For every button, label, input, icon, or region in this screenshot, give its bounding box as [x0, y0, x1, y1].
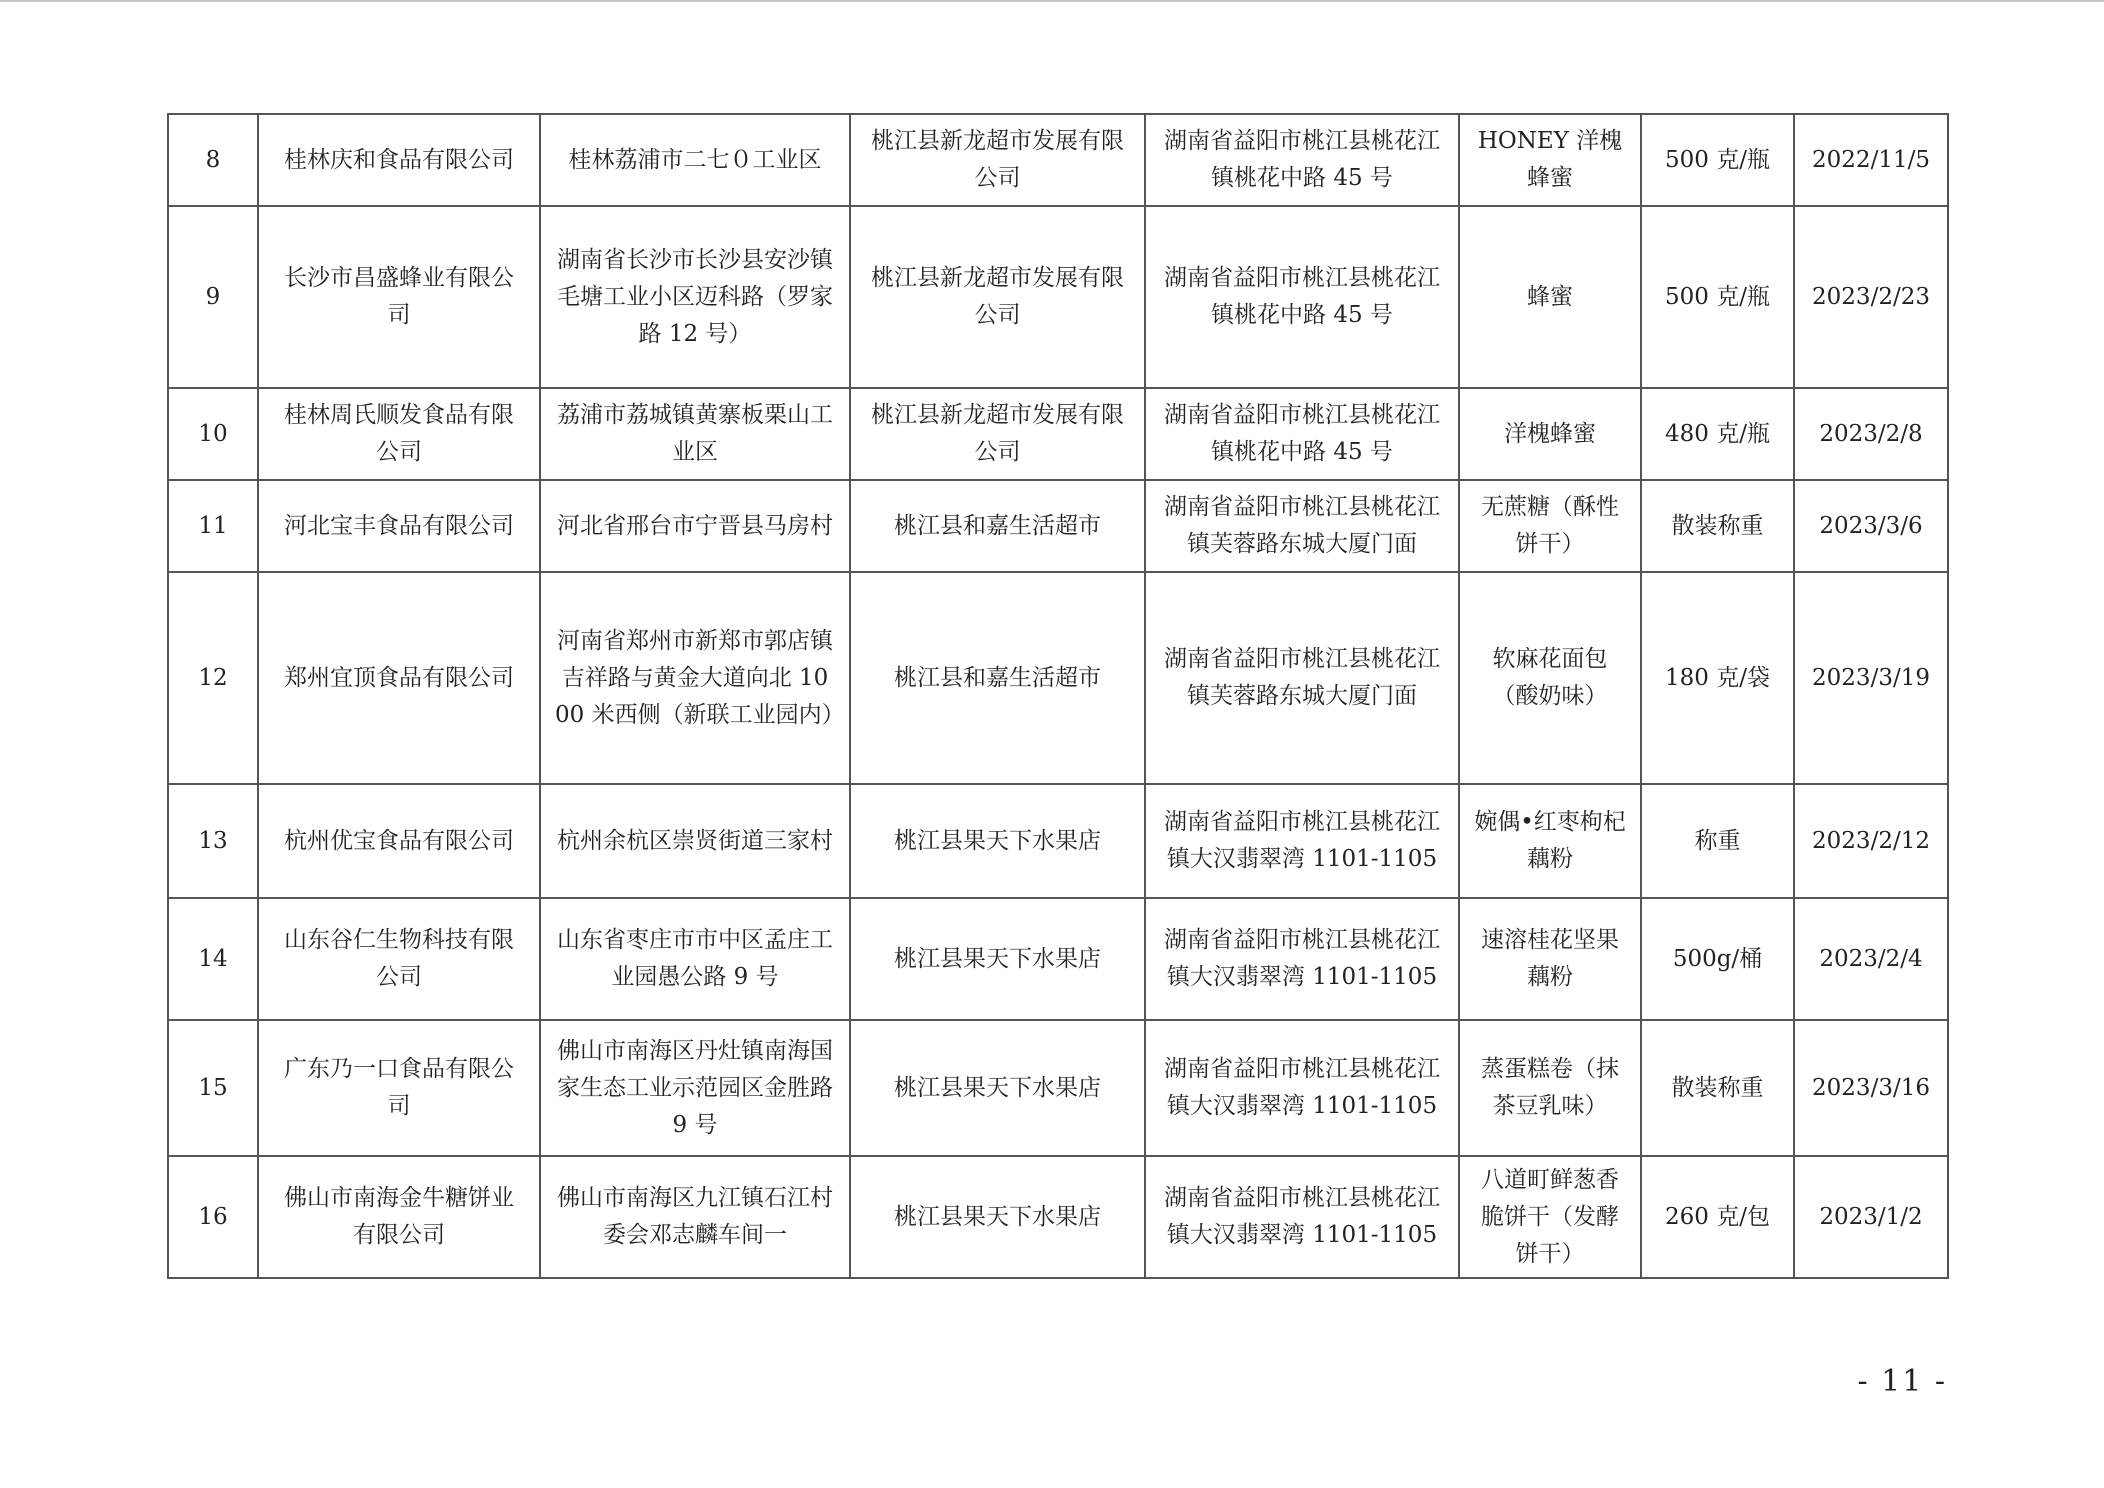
producer-address-cell: 佛山市南海区丹灶镇南海国家生态工业示范园区金胜路 9 号 — [540, 1020, 850, 1156]
table-body — [168, 114, 1948, 1278]
specification-cell: 500 克/瓶 — [1641, 114, 1794, 206]
specification-cell: 500g/桶 — [1641, 898, 1794, 1020]
seller-name-cell: 桃江县果天下水果店 — [850, 898, 1145, 1020]
product-name-cell: 软麻花面包（酸奶味） — [1459, 572, 1641, 784]
production-date-cell: 2023/2/23 — [1794, 206, 1948, 388]
specification-cell: 480 克/瓶 — [1641, 388, 1794, 480]
product-name-cell: 蒸蛋糕卷（抹茶豆乳味） — [1459, 1020, 1641, 1156]
page-top-edge — [0, 0, 2104, 2]
production-date-cell: 2023/3/16 — [1794, 1020, 1948, 1156]
producer-name-cell: 长沙市昌盛蜂业有限公司 — [258, 206, 540, 388]
product-name-cell: 无蔗糖（酥性饼干） — [1459, 480, 1641, 572]
production-date-cell: 2023/2/4 — [1794, 898, 1948, 1020]
table-row — [168, 114, 1948, 206]
producer-address-cell: 桂林荔浦市二七０工业区 — [540, 114, 850, 206]
seller-name-cell: 桃江县果天下水果店 — [850, 1020, 1145, 1156]
page-number: - 11 - — [1857, 1364, 1947, 1399]
production-date-cell: 2023/1/2 — [1794, 1156, 1948, 1278]
producer-address-cell: 佛山市南海区九江镇石江村委会邓志麟车间一 — [540, 1156, 850, 1278]
producer-address-cell: 山东省枣庄市市中区孟庄工业园愚公路 9 号 — [540, 898, 850, 1020]
specification-cell: 260 克/包 — [1641, 1156, 1794, 1278]
row-number-cell: 11 — [168, 480, 258, 572]
seller-name-cell: 桃江县果天下水果店 — [850, 784, 1145, 898]
producer-name-cell: 杭州优宝食品有限公司 — [258, 784, 540, 898]
product-name-cell: 洋槐蜂蜜 — [1459, 388, 1641, 480]
specification-cell: 500 克/瓶 — [1641, 206, 1794, 388]
producer-name-cell: 佛山市南海金牛糖饼业有限公司 — [258, 1156, 540, 1278]
seller-address-cell: 湖南省益阳市桃江县桃花江镇大汉翡翠湾 1101-1105 — [1145, 784, 1459, 898]
row-number-cell: 15 — [168, 1020, 258, 1156]
seller-name-cell: 桃江县果天下水果店 — [850, 1156, 1145, 1278]
seller-name-cell: 桃江县新龙超市发展有限公司 — [850, 206, 1145, 388]
specification-cell: 散装称重 — [1641, 1020, 1794, 1156]
table-row — [168, 898, 1948, 1020]
product-name-cell: 婉偶•红枣枸杞藕粉 — [1459, 784, 1641, 898]
table-row — [168, 480, 1948, 572]
row-number-cell: 14 — [168, 898, 258, 1020]
seller-name-cell: 桃江县和嘉生活超市 — [850, 572, 1145, 784]
row-number-cell: 9 — [168, 206, 258, 388]
product-name-cell: 蜂蜜 — [1459, 206, 1641, 388]
seller-address-cell: 湖南省益阳市桃江县桃花江镇大汉翡翠湾 1101-1105 — [1145, 898, 1459, 1020]
table-row — [168, 388, 1948, 480]
producer-address-cell: 湖南省长沙市长沙县安沙镇毛塘工业小区迈科路（罗家路 12 号） — [540, 206, 850, 388]
production-date-cell: 2023/3/19 — [1794, 572, 1948, 784]
seller-name-cell: 桃江县和嘉生活超市 — [850, 480, 1145, 572]
production-date-cell: 2022/11/5 — [1794, 114, 1948, 206]
seller-address-cell: 湖南省益阳市桃江县桃花江镇桃花中路 45 号 — [1145, 388, 1459, 480]
producer-name-cell: 桂林周氏顺发食品有限公司 — [258, 388, 540, 480]
producer-name-cell: 郑州宜顶食品有限公司 — [258, 572, 540, 784]
row-number-cell: 16 — [168, 1156, 258, 1278]
producer-address-cell: 河北省邢台市宁晋县马房村 — [540, 480, 850, 572]
inspection-results-table — [167, 113, 1949, 1279]
producer-name-cell: 桂林庆和食品有限公司 — [258, 114, 540, 206]
product-name-cell: 速溶桂花坚果藕粉 — [1459, 898, 1641, 1020]
table-row — [168, 206, 1948, 388]
seller-address-cell: 湖南省益阳市桃江县桃花江镇芙蓉路东城大厦门面 — [1145, 572, 1459, 784]
producer-name-cell: 广东乃一口食品有限公司 — [258, 1020, 540, 1156]
seller-address-cell: 湖南省益阳市桃江县桃花江镇桃花中路 45 号 — [1145, 114, 1459, 206]
specification-cell: 称重 — [1641, 784, 1794, 898]
producer-name-cell: 山东谷仁生物科技有限公司 — [258, 898, 540, 1020]
production-date-cell: 2023/2/12 — [1794, 784, 1948, 898]
seller-address-cell: 湖南省益阳市桃江县桃花江镇大汉翡翠湾 1101-1105 — [1145, 1156, 1459, 1278]
table-row — [168, 572, 1948, 784]
producer-address-cell: 河南省郑州市新郑市郭店镇吉祥路与黄金大道向北 1000 米西侧（新联工业园内） — [540, 572, 850, 784]
product-name-cell: HONEY 洋槐蜂蜜 — [1459, 114, 1641, 206]
producer-address-cell: 杭州余杭区崇贤街道三家村 — [540, 784, 850, 898]
seller-address-cell: 湖南省益阳市桃江县桃花江镇芙蓉路东城大厦门面 — [1145, 480, 1459, 572]
production-date-cell: 2023/2/8 — [1794, 388, 1948, 480]
seller-name-cell: 桃江县新龙超市发展有限公司 — [850, 388, 1145, 480]
row-number-cell: 12 — [168, 572, 258, 784]
table-row — [168, 1156, 1948, 1278]
table-row — [168, 784, 1948, 898]
product-name-cell: 八道町鲜葱香脆饼干（发酵饼干） — [1459, 1156, 1641, 1278]
table-row — [168, 1020, 1948, 1156]
producer-name-cell: 河北宝丰食品有限公司 — [258, 480, 540, 572]
row-number-cell: 8 — [168, 114, 258, 206]
production-date-cell: 2023/3/6 — [1794, 480, 1948, 572]
specification-cell: 180 克/袋 — [1641, 572, 1794, 784]
producer-address-cell: 荔浦市荔城镇黄寨板栗山工业区 — [540, 388, 850, 480]
seller-address-cell: 湖南省益阳市桃江县桃花江镇桃花中路 45 号 — [1145, 206, 1459, 388]
row-number-cell: 13 — [168, 784, 258, 898]
specification-cell: 散装称重 — [1641, 480, 1794, 572]
seller-address-cell: 湖南省益阳市桃江县桃花江镇大汉翡翠湾 1101-1105 — [1145, 1020, 1459, 1156]
seller-name-cell: 桃江县新龙超市发展有限公司 — [850, 114, 1145, 206]
row-number-cell: 10 — [168, 388, 258, 480]
